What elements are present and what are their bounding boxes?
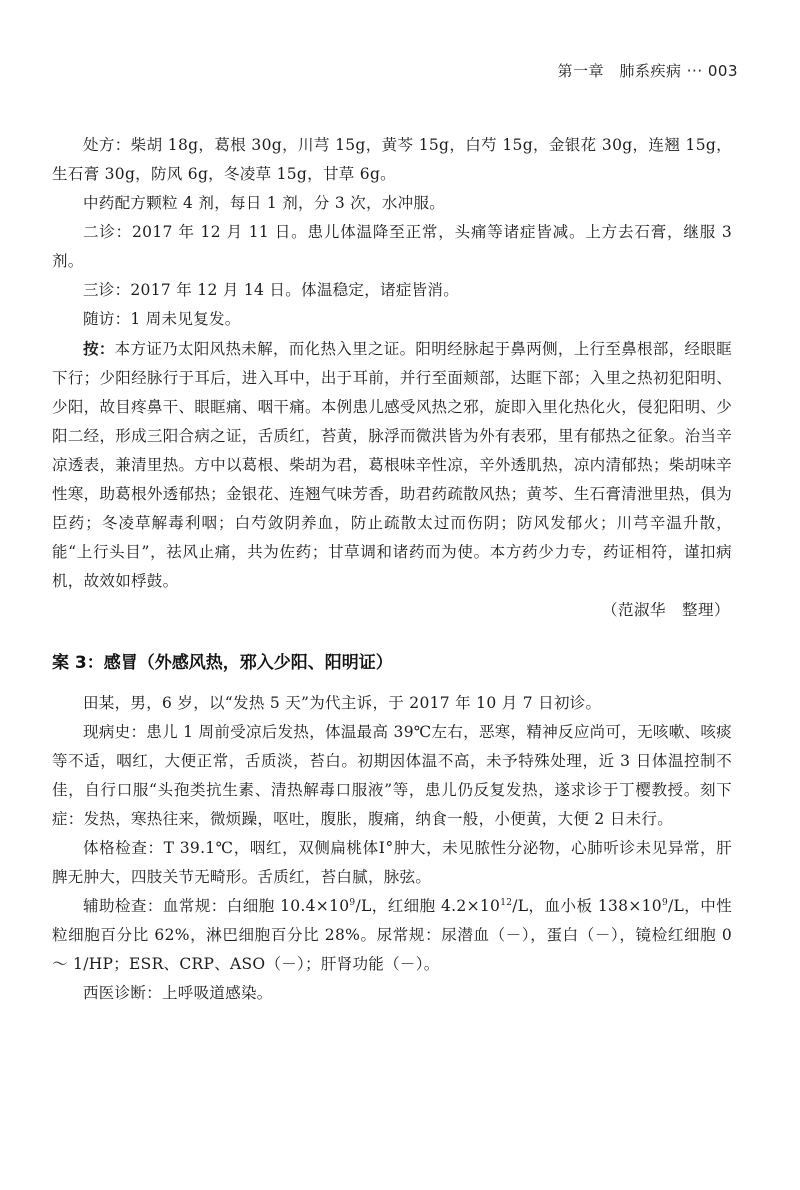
lab-text-1: 辅助检查：血常规：白细胞 10.4×10 (83, 897, 350, 915)
commentary-text: 本方证乃太阳风热未解，而化热入里之证。阳明经脉起于鼻两侧，上行至鼻根部，经眼眶下行；少阳经脉行于耳后，进入耳中，出于耳前，并行至面颊部，达眶下部；入里之热初犯阳明、少阳，故目疼鼻干、眼眶痛、咽干痛。本例患儿感受风热之邪，旋即入里化热化火，侵犯阳明、少阳二经，形成三阳合病之证，舌质红，苔黄，脉浮而微洪皆为外有表邪，里有郁热之征象。治当辛凉透表，兼清里热。方中以葛根、柴胡为君，葛根味辛性凉，辛外透肌热，凉内清郁热；柴胡味辛性寒，助葛根外透郁热；金银花、连翘气味芳香，助君药疏散风热；黄芩、生石膏清泄里热，俱为臣药；冬凌草解毒利咽；白芍敛阴养血，防止疏散太过而伤阴；防风发郁火；川芎辛温升散，能“上行头目”，祛风止痛，共为佐药；甘草调和诸药而为使。本方药少力专，药证相符，谨扣病机，故效如桴鼓。 (52, 340, 733, 590)
history-paragraph: 现病史：患儿 1 周前受凉后发热，体温最高 39℃左右，恶寒，精神反应尚可，无咳嗽、咳痰等不适，咽红，大便正常，舌质淡，苔白。初期因体温不高，未予特殊处理，近 3 日体温控制不佳，自行口服“头孢类抗生素、清热解毒口服液”等，患儿仍反复发热，遂求诊于丁樱教授。刻下症：发热，寒热往来，微烦躁，呕吐，腹胀，腹痛，纳食一般，小便黄，大便 2 日未行。 (52, 723, 732, 828)
commentary-label: 按： (83, 339, 115, 358)
diagnosis-paragraph: 西医诊断：上呼吸道感染。 (83, 984, 273, 1002)
lab-text-3: /L，血小板 138×10 (512, 897, 662, 915)
lab-sup-1: 9 (349, 898, 356, 908)
case-heading: 案 3：感冒（外感风热，邪入少阳、阳明证） (52, 653, 393, 673)
commentary-paragraph (52, 334, 732, 596)
page-body (52, 131, 732, 1008)
follow-up-paragraph: 随访：1 周未见复发。 (83, 310, 241, 328)
third-visit-paragraph: 三诊：2017 年 12 月 14 日。体温稳定，诸症皆消。 (83, 281, 460, 299)
running-header: 第一章 肺系疾病 ··· 003 (557, 62, 738, 80)
lab-text-4: /L，中性粒细胞百分比 62%，淋巴细胞百分比 28%。尿常规：尿潜血（－），蛋白（－），镜检红细胞 0 ～ 1/HP；ESR、CRP、ASO（－）；肝肾功能（－）。 (52, 897, 733, 973)
lab-sup-3: 9 (661, 898, 668, 908)
physical-exam-paragraph: 体格检查：T 39.1℃，咽红，双侧扁桃体Ⅰ°肿大，未见脓性分泌物，心肺听诊未见异常，肝脾无肿大，四肢关节无畸形。舌质红，苔白腻，脉弦。 (52, 839, 732, 886)
case-intro-paragraph: 田某，男，6 岁，以“发热 5 天”为代主诉，于 2017 年 10 月 7 日初诊。 (83, 694, 602, 712)
editor-signature: （范淑华 整理） (601, 601, 730, 619)
dosage-paragraph: 中药配方颗粒 4 剂，每日 1 剂，分 3 次，水冲服。 (83, 194, 446, 212)
prescription-paragraph: 处方：柴胡 18g，葛根 30g，川芎 15g，黄芩 15g，白芍 15g，金银花 30g，连翘 15g，生石膏 30g，防风 6g，冬凌草 15g，甘草 6g。 (52, 136, 732, 183)
lab-results-paragraph (52, 892, 732, 979)
lab-sup-2: 12 (500, 898, 513, 908)
second-visit-paragraph: 二诊：2017 年 12 月 11 日。患儿体温降至正常，头痛等诸症皆减。上方去石膏，继服 3 剂。 (52, 223, 732, 270)
lab-text-2: /L，红细胞 4.2×10 (355, 897, 501, 915)
